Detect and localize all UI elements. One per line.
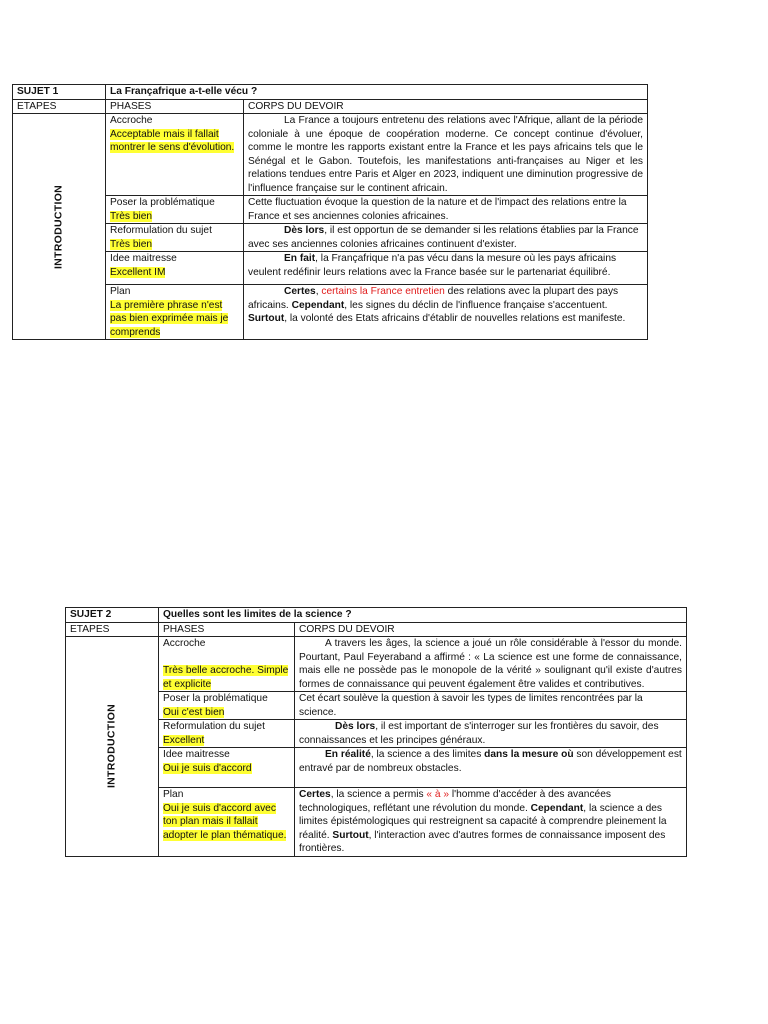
body-text: A travers les âges, la science a joué un rôle considérable à l'essor du monde. Pourtant, Paul Feyeraband a affirmé : « La science est une forme de connaissance, mais elle ne possède pas le monopole de la vérité » soulignant qu'il existe d'autres formes de connaissance qui peuvent également être valides et contributives. bbox=[299, 638, 682, 690]
connector-word: Cependant bbox=[291, 299, 345, 311]
phase-name: Idee maitresse bbox=[163, 749, 230, 760]
phase-name: Plan bbox=[110, 286, 131, 297]
teacher-comment: Très belle accroche. Simple et explicite bbox=[163, 665, 289, 690]
col-corps: CORPS DU DEVOIR bbox=[244, 99, 648, 114]
body-cell bbox=[244, 196, 648, 224]
phase-name: Reformulation du sujet bbox=[163, 721, 265, 732]
body-cell bbox=[244, 224, 648, 252]
phase-name: Idee maitresse bbox=[110, 253, 177, 264]
teacher-comment: Oui je suis d'accord bbox=[163, 762, 252, 774]
phase-name: Reformulation du sujet bbox=[110, 225, 212, 236]
col-etapes: ETAPES bbox=[66, 622, 159, 637]
body-text: , il est important de s'interroger sur les frontières du savoir, des connaissances et les principes généraux. bbox=[299, 721, 659, 746]
connector-word: Certes bbox=[284, 286, 316, 297]
table-row bbox=[66, 788, 687, 857]
connector-word: Dès lors bbox=[284, 225, 325, 236]
teacher-correction: « à » bbox=[426, 789, 450, 800]
teacher-comment: Très bien bbox=[110, 210, 153, 222]
teacher-comment: Acceptable mais il fallait montrer le sens d'évolution. bbox=[110, 128, 235, 153]
table-row bbox=[66, 637, 687, 692]
teacher-comment: Excellent bbox=[163, 734, 205, 746]
phase-name: Accroche bbox=[110, 115, 153, 126]
phase-name: Accroche bbox=[163, 638, 206, 649]
stage-label: INTRODUCTION bbox=[105, 704, 118, 789]
teacher-comment: Oui c'est bien bbox=[163, 706, 225, 718]
connector-word: Dès lors bbox=[335, 721, 376, 732]
sujet2-table bbox=[65, 607, 687, 857]
body-text: , la science a des limites épistémologiques qui restreignent sa capacité à comprendre pleinement la réalité. bbox=[299, 802, 667, 841]
body-text: , les signes du déclin de l'influence française s'accentuent. bbox=[344, 299, 608, 311]
column-header-row bbox=[13, 99, 648, 114]
body-text: , il est opportun de se demander si les relations établies par la France avec ses anciennes colonies africaines continuent d'exister. bbox=[248, 225, 639, 250]
table-row bbox=[13, 196, 648, 224]
connector-word: Certes bbox=[299, 789, 331, 800]
phase-cell bbox=[159, 788, 295, 857]
sujet1-table bbox=[12, 84, 648, 340]
phase-cell bbox=[106, 224, 244, 252]
teacher-correction: certains la France entretien bbox=[321, 286, 445, 297]
table-row bbox=[66, 692, 687, 720]
body-text: Cette fluctuation évoque la question de la nature et de l'impact des relations entre la France et ses anciennes colonies africaines. bbox=[248, 197, 627, 222]
body-cell bbox=[244, 114, 648, 196]
body-cell bbox=[295, 720, 687, 748]
body-text: son développement est entravé par de nombreux obstacles. bbox=[299, 749, 682, 774]
col-phases: PHASES bbox=[106, 99, 244, 114]
sujet-label: SUJET 1 bbox=[13, 85, 106, 100]
table-row bbox=[13, 114, 648, 196]
phase-cell bbox=[159, 692, 295, 720]
phase-cell bbox=[159, 748, 295, 788]
phase-cell bbox=[106, 285, 244, 340]
connector-word: dans la mesure où bbox=[484, 749, 574, 760]
phase-cell bbox=[159, 637, 295, 692]
connector-word: Cependant bbox=[530, 802, 584, 814]
body-cell bbox=[295, 637, 687, 692]
sujet-title: Quelles sont les limites de la science ? bbox=[159, 608, 687, 623]
teacher-comment: Excellent IM bbox=[110, 266, 166, 278]
phase-cell bbox=[106, 114, 244, 196]
table-row bbox=[66, 720, 687, 748]
teacher-comment: Très bien bbox=[110, 238, 153, 250]
body-text: , l'interaction avec d'autres formes de connaissance imposent des frontières. bbox=[299, 829, 666, 854]
phase-name: Poser la problématique bbox=[110, 197, 215, 208]
stage-cell bbox=[13, 114, 106, 340]
connector-word: Surtout bbox=[332, 829, 369, 841]
table-row bbox=[13, 224, 648, 252]
body-cell bbox=[295, 692, 687, 720]
teacher-comment: Oui je suis d'accord avec ton plan mais il fallait adopter le plan thématique. bbox=[163, 802, 287, 841]
body-text: , bbox=[315, 286, 322, 297]
phase-cell bbox=[106, 196, 244, 224]
sujet-title: La Françafrique a-t-elle vécu ? bbox=[106, 85, 648, 100]
body-text: Cet écart soulève la question à savoir les types de limites rencontrées par la science. bbox=[299, 693, 643, 718]
body-text: , la science a permis bbox=[330, 789, 427, 800]
body-cell bbox=[295, 748, 687, 788]
column-header-row bbox=[66, 622, 687, 637]
sujet-row bbox=[13, 85, 648, 100]
stage-cell bbox=[66, 637, 159, 857]
body-text: , la science a des limites bbox=[370, 749, 485, 760]
body-text: des relations avec la plupart des pays africains. bbox=[248, 286, 619, 311]
col-corps: CORPS DU DEVOIR bbox=[295, 622, 687, 637]
body-text: La France a toujours entretenu des relations avec l'Afrique, allant de la période coloniale à une époque de coopération moderne. Ce concept continue d'évoluer, comme le montre les rapports existant entre la France et les pays africains tels que le Sénégal et le Gabon. Toutefois, les manifestations anti-françaises au Niger et les relations tendues entre Paris et Alger en 2023, indiquent une diminution progressive de l'influence française sur le continent africain. bbox=[248, 115, 643, 194]
body-text: , la volonté des Etats africains d'établir de nouvelles relations est manifeste. bbox=[284, 313, 626, 324]
body-text: , la Françafrique n'a pas vécu dans la mesure où les pays africains veulent redéfinir leurs relations avec la France basée sur le partenariat équilibré. bbox=[248, 253, 617, 278]
body-cell bbox=[295, 788, 687, 857]
phase-cell bbox=[106, 252, 244, 285]
phase-cell bbox=[159, 720, 295, 748]
sujet-row bbox=[66, 608, 687, 623]
phase-name: Plan bbox=[163, 789, 184, 800]
body-cell bbox=[244, 252, 648, 285]
col-phases: PHASES bbox=[159, 622, 295, 637]
table-row bbox=[13, 285, 648, 340]
phase-name: Poser la problématique bbox=[163, 693, 268, 704]
connector-word: En fait bbox=[284, 253, 316, 264]
col-etapes: ETAPES bbox=[13, 99, 106, 114]
stage-label: INTRODUCTION bbox=[52, 184, 65, 269]
connector-word: En réalité bbox=[325, 749, 371, 760]
sujet-label: SUJET 2 bbox=[66, 608, 159, 623]
table-row bbox=[13, 252, 648, 285]
connector-word: Surtout bbox=[248, 313, 285, 324]
table-row bbox=[66, 748, 687, 788]
teacher-comment: La première phrase n'est pas bien exprimée mais je comprends bbox=[110, 299, 229, 338]
body-text: l'homme d'accéder à des avancées technologiques, reflétant une révolution du monde. bbox=[299, 789, 611, 814]
body-cell bbox=[244, 285, 648, 340]
